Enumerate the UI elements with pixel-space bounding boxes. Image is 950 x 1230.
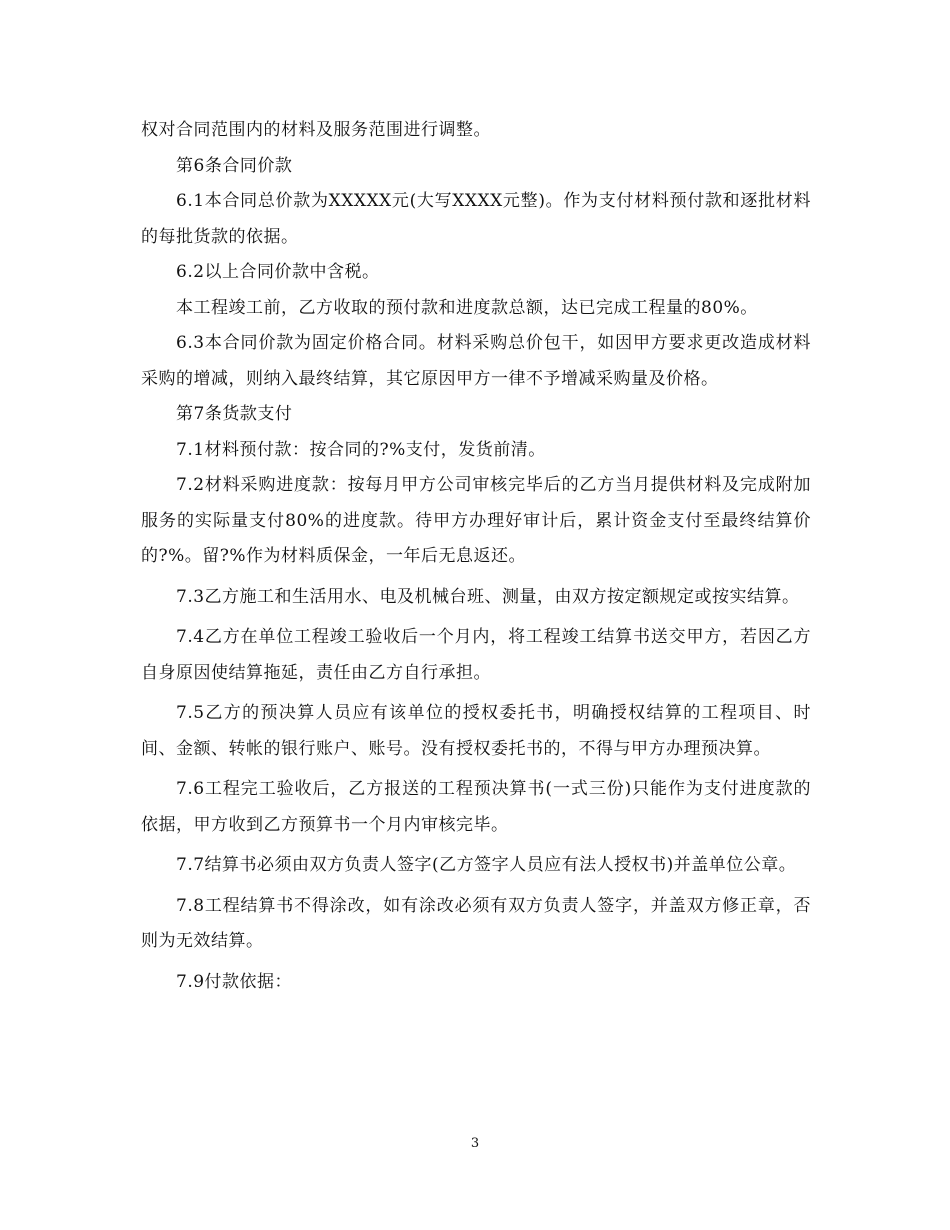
clause-7-1: 7.1材料预付款：按合同的?%支付，发货前清。 (176, 439, 546, 460)
clause-6-1: 6.1本合同总价款为XXXXX元(大写XXXX元整)。作为支付材料预付款和逐批材料的每批货款的依据。 (141, 191, 811, 247)
clause-7-4: 7.4乙方在单位工程竣工验收后一个月内，将工程竣工结算书送交甲方，若因乙方自身原因使结算拖延，责任由乙方自行承担。 (141, 627, 811, 683)
clause-6-3: 6.3本合同价款为固定价格合同。材料采购总价包干，如因甲方要求更改造成材料采购的增减，则纳入最终结算，其它原因甲方一律不予增减采购量及价格。 (141, 333, 811, 389)
clause-6-2: 6.2以上合同价款中含税。 (176, 262, 380, 282)
clause-7-2: 7.2材料采购进度款：按每月甲方公司审核完毕后的乙方当月提供材料及完成附加服务的实际量支付80%的进度款。待甲方办理好审计后，累计资金支付至最终结算价的?%。留?%作为材料质保金，一年后无息返还。 (141, 475, 811, 566)
clause-7-6: 7.6工程完工验收后，乙方报送的工程预决算书(一式三份)只能作为支付进度款的依据，甲方收到乙方预算书一个月内审核完毕。 (141, 779, 811, 835)
section-heading-6: 第6条合同价款 (176, 155, 293, 176)
clause-7-5: 7.5乙方的预决算人员应有该单位的授权委托书，明确授权结算的工程项目、时间、金额、转帐的银行账户、账号。没有授权委托书的，不得与甲方办理预决算。 (141, 703, 811, 759)
page-number: 3 (470, 1136, 480, 1151)
section-heading-7: 第7条货款支付 (176, 404, 293, 424)
clause-7-9: 7.9付款依据： (176, 971, 293, 992)
clause-7-7: 7.7结算书必须由双方负责人签字(乙方签字人员应有法人授权书)并盖单位公章。 (176, 855, 797, 875)
document-body (141, 113, 811, 1000)
clause-7-3: 7.3乙方施工和生活用水、电及机械台班、测量，由双方按定额规定或按实结算。 (176, 586, 800, 607)
clause-progress-payment-note: 本工程竣工前，乙方收取的预付款和进度款总额，达已完成工程量的80%。 (176, 297, 758, 318)
clause-7-8: 7.8工程结算书不得涂改，如有涂改必须有双方负责人签字，并盖双方修正章，否则为无效结算。 (141, 895, 811, 951)
paragraph-continuation: 权对合同范围内的材料及服务范围进行调整。 (141, 120, 491, 140)
